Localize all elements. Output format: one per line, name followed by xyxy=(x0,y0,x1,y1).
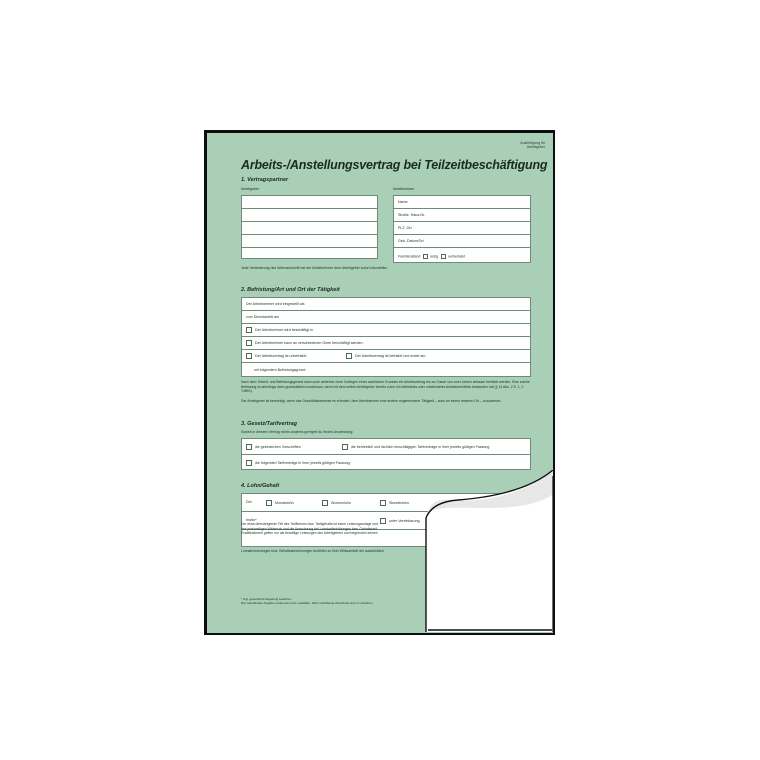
name-field[interactable]: Name xyxy=(394,196,530,209)
section-1-heading: 1. Vertragspartner xyxy=(241,177,289,183)
reason-field[interactable]: mit folgendem Befristungsgrund: xyxy=(254,368,306,372)
law-box xyxy=(241,438,531,470)
employee-data-box[interactable] xyxy=(393,195,531,263)
address-change-note: Jede Veränderung des Wohnanschrift hat der Arbeitnehmer dem Arbeitgeber sofort mitzuteilen. xyxy=(241,266,389,270)
form-title: Arbeits-/Anstellungsvertrag bei Teilzeitbeschäftigung xyxy=(241,158,548,172)
hired-as-field[interactable]: Der Arbeitnehmer wird eingestellt als xyxy=(242,298,530,311)
section-3-heading: 3. Gesetz/Tarifvertrag xyxy=(241,421,298,427)
weekly-checkbox[interactable] xyxy=(322,500,328,506)
page-curl xyxy=(418,470,554,632)
single-checkbox[interactable] xyxy=(423,254,428,259)
start-date-field[interactable]: zum Dienstantritt am xyxy=(242,311,530,324)
operational-tariff-checkbox[interactable] xyxy=(342,444,348,450)
various-locations-row: Der Arbeitnehmer kann an verschiedenen Orten beschäftigt werden. xyxy=(242,337,530,350)
contract-term-row: Der Arbeitsvertrag ist unbefristet. Der Arbeitsvertrag ist befristet und endet am xyxy=(242,350,530,363)
unlimited-checkbox[interactable] xyxy=(246,353,252,359)
section-2-heading: 2. Befristung/Art und Ort der Tätigkeit xyxy=(241,287,340,293)
employer-address-box[interactable] xyxy=(241,195,378,259)
section-4-heading: 4. Lohn/Gehalt xyxy=(241,483,280,489)
postcode-city-field[interactable]: PLZ, Ort xyxy=(394,222,530,235)
marital-status-row: Familienstand ledig verheiratet xyxy=(398,254,465,259)
various-locations-checkbox[interactable] xyxy=(246,340,252,346)
married-checkbox[interactable] xyxy=(441,254,446,259)
wage-paragraph: Der etwa übersteigende Teil des Tariflohnes bzw. Tarifgehalts ist keine Leistungszulage und des jederzeitigen Widerrufs und die Anrechnung bei Lohntariferhöhungen bzw. Gehaltstarif Gratifikationen gelten nur als freiwillige Leistungen des Arbeitgebers und begründen keinen xyxy=(241,522,379,536)
limited-checkbox[interactable] xyxy=(346,353,352,359)
footnotes: * Ggf. gesetzliche Regelung beachten Die zutreffenden Angaben ankreuzen bzw. ausfüllen. Nicht zutreffende Abschnitte sind zu streichen. xyxy=(241,597,374,605)
wage-type-row: Der Monatslohn Wochenlohn Stundenlohn xyxy=(242,494,530,512)
legal-checkbox[interactable] xyxy=(246,444,252,450)
assignment-paragraph: Der Arbeitgeber ist berechtigt, wenn das Geschäftsinteresse es erfordert, dem Arbeitnehmer eine andere angemessene Tätigkeit – auch an einem anderen Ort – zuzuweisen. xyxy=(241,399,502,403)
employee-label: Arbeitnehmer xyxy=(393,187,415,191)
section-3-intro: Soweit in diesem Vertrag nichts anderes geregelt ist, finden Anwendung: xyxy=(241,430,354,434)
following-tariff-checkbox[interactable] xyxy=(246,460,252,466)
employer-label: Arbeitgeber xyxy=(241,187,260,191)
employed-in-row: Der Arbeitnehmer wird beschäftigt in xyxy=(242,324,530,337)
law-row: die gesetzlichen Vorschriften die betrieblich und fachlich einschlägigen Tarifverträge in ihrer jeweils gültigen Fassung xyxy=(242,439,530,455)
employed-in-checkbox[interactable] xyxy=(246,327,252,333)
fixed-term-paragraph: Nach dem Teilzeit- und Befristungsgesetz kann auch weiterhin ohne Vorliegen eines sachlichen Grundes ein Arbeitsvertrag bis zur Dauer von zwei Jahren wirksam befristet werden. Eine solche Befristung ist allerdings dann grundsätzlich unwirksam, wenn mit dem selben Arbeitgeber bereits zuvor ein befristetes oder unbefristetes Arbeitsverhältnis bestanden hat (§ 14 Abs. 2 S. 1, 2 TzBfG). xyxy=(241,380,530,394)
following-tariff-row: die folgenden Tarifverträge in ihrer jeweils gültigen Fassung: xyxy=(242,455,530,471)
gross-row: brutto* unter Vereinbarung xyxy=(242,512,530,530)
street-field[interactable]: Straße, Haus-Nr. xyxy=(394,209,530,222)
wage-statement-paragraph: Lohnabrechnungen bzw. Gehaltsabrechnungen bedürfen zu ihrer Wirksamkeit der ausdrücklich xyxy=(241,549,384,553)
hourly-checkbox[interactable] xyxy=(380,500,386,506)
copy-note: Ausfertigung für Arbeitgeber xyxy=(520,141,545,149)
monthly-checkbox[interactable] xyxy=(266,500,272,506)
employment-box xyxy=(241,297,531,377)
birth-field[interactable]: Geb.-Datum/Ort xyxy=(394,235,530,248)
